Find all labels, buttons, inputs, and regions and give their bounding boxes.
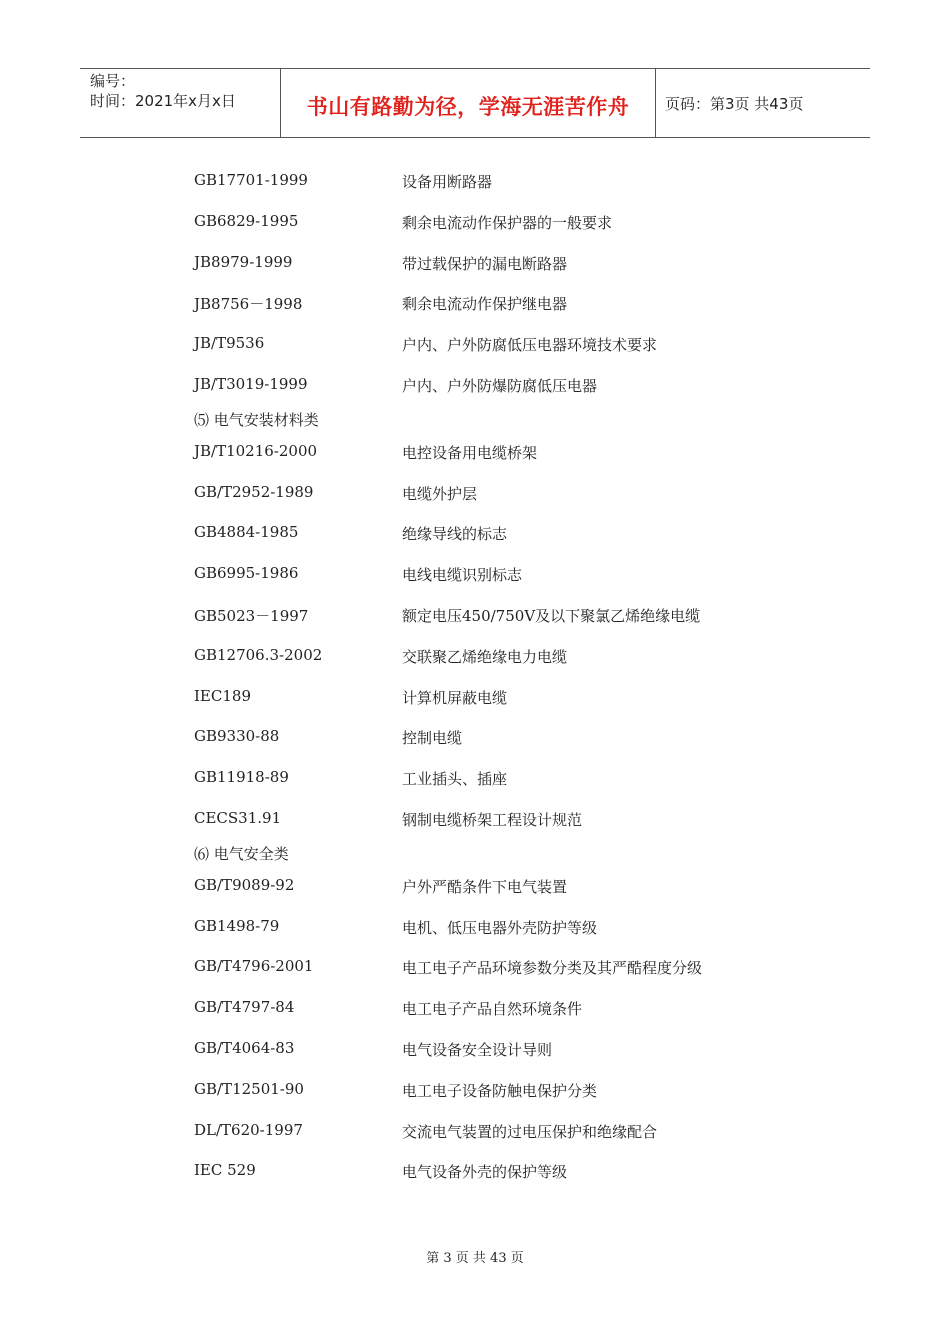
standard-title: 电工电子产品环境参数分类及其严酷程度分级 — [402, 959, 703, 978]
standard-title: 控制电缆 — [402, 729, 463, 748]
standard-code: GB6829-1995 — [194, 211, 299, 230]
standard-code: GB5023－1997 — [194, 607, 309, 625]
standard-code: GB17701-1999 — [194, 171, 308, 189]
standard-title: 户外严酷条件下电气装置 — [402, 877, 568, 896]
standard-title: 钢制电缆桥架工程设计规范 — [402, 811, 583, 829]
header-motto-cell — [280, 69, 656, 137]
standard-title: 额定电压450/750V及以下聚氯乙烯绝缘电缆 — [402, 607, 701, 625]
standard-title: 交联聚乙烯绝缘电力电缆 — [402, 647, 568, 666]
standard-title: 工业插头、插座 — [402, 770, 508, 789]
standard-code: IEC189 — [194, 686, 251, 705]
standard-code: JB/T10216-2000 — [194, 441, 318, 460]
standard-title: 交流电气装置的过电压保护和绝缘配合 — [402, 1122, 658, 1141]
standard-title: 电缆外护层 — [402, 484, 478, 503]
header-page-label: 页码：第3页 共43页 — [665, 95, 804, 113]
standard-code: GB/T4797-84 — [194, 998, 295, 1017]
date-label: 时间：2021年x月x日 — [90, 92, 236, 110]
standard-title: 电控设备用电缆桥架 — [402, 443, 538, 462]
standard-title: 电工电子设备防触电保护分类 — [402, 1081, 598, 1100]
standard-code: JB/T3019-1999 — [194, 375, 308, 393]
standard-title: 剩余电流动作保护器的一般要求 — [402, 213, 613, 232]
standard-code: GB/T4064-83 — [194, 1039, 295, 1057]
standard-title: 设备用断路器 — [402, 173, 493, 191]
standard-code: JB/T9536 — [194, 334, 265, 353]
standard-code: GB/T12501-90 — [194, 1079, 304, 1098]
standard-title: 户内、户外防爆防腐低压电器 — [402, 377, 598, 395]
header-left-cell — [80, 69, 280, 137]
standard-code: GB12706.3-2002 — [194, 645, 323, 664]
standard-code: GB9330-88 — [194, 727, 280, 746]
page-header — [80, 68, 870, 138]
section-heading: ⑸ 电气安装材料类 — [194, 410, 319, 429]
standard-code: GB/T2952-1989 — [194, 482, 314, 501]
standard-title: 剩余电流动作保护继电器 — [402, 295, 568, 314]
standard-title: 绝缘导线的标志 — [402, 525, 508, 544]
standard-code: IEC 529 — [194, 1161, 256, 1180]
section-heading: ⑹ 电气安全类 — [194, 844, 289, 863]
standard-title: 电机、低压电器外壳防护等级 — [402, 918, 598, 937]
motto-text: 书山有路勤为径，学海无涯苦作舟 — [306, 95, 630, 119]
standard-code: JB8979-1999 — [194, 252, 293, 271]
standard-code: GB1498-79 — [194, 916, 280, 935]
standard-code: GB4884-1985 — [194, 523, 299, 542]
standard-title: 电工电子产品自然环境条件 — [402, 1000, 583, 1019]
standard-code: DL/T620-1997 — [194, 1120, 303, 1139]
standard-code: GB/T9089-92 — [194, 875, 295, 894]
standard-code: CECS31.91 — [194, 809, 282, 827]
standard-title: 计算机屏蔽电缆 — [402, 688, 508, 707]
standard-code: GB6995-1986 — [194, 564, 299, 583]
serial-label: 编号： — [90, 72, 136, 90]
standard-code: GB11918-89 — [194, 768, 289, 787]
standard-title: 电线电缆识别标志 — [402, 566, 523, 585]
standard-title: 电气设备外壳的保护等级 — [402, 1163, 568, 1182]
page-footer: 第 3 页 共 43 页 — [426, 1251, 524, 1266]
standard-title: 带过载保护的漏电断路器 — [402, 254, 568, 273]
header-right-cell — [655, 69, 870, 137]
standard-title: 电气设备安全设计导则 — [402, 1041, 553, 1059]
standard-title: 户内、户外防腐低压电器环境技术要求 — [402, 336, 658, 355]
standard-code: GB/T4796-2001 — [194, 957, 314, 976]
standard-code: JB8756－1998 — [194, 295, 303, 314]
